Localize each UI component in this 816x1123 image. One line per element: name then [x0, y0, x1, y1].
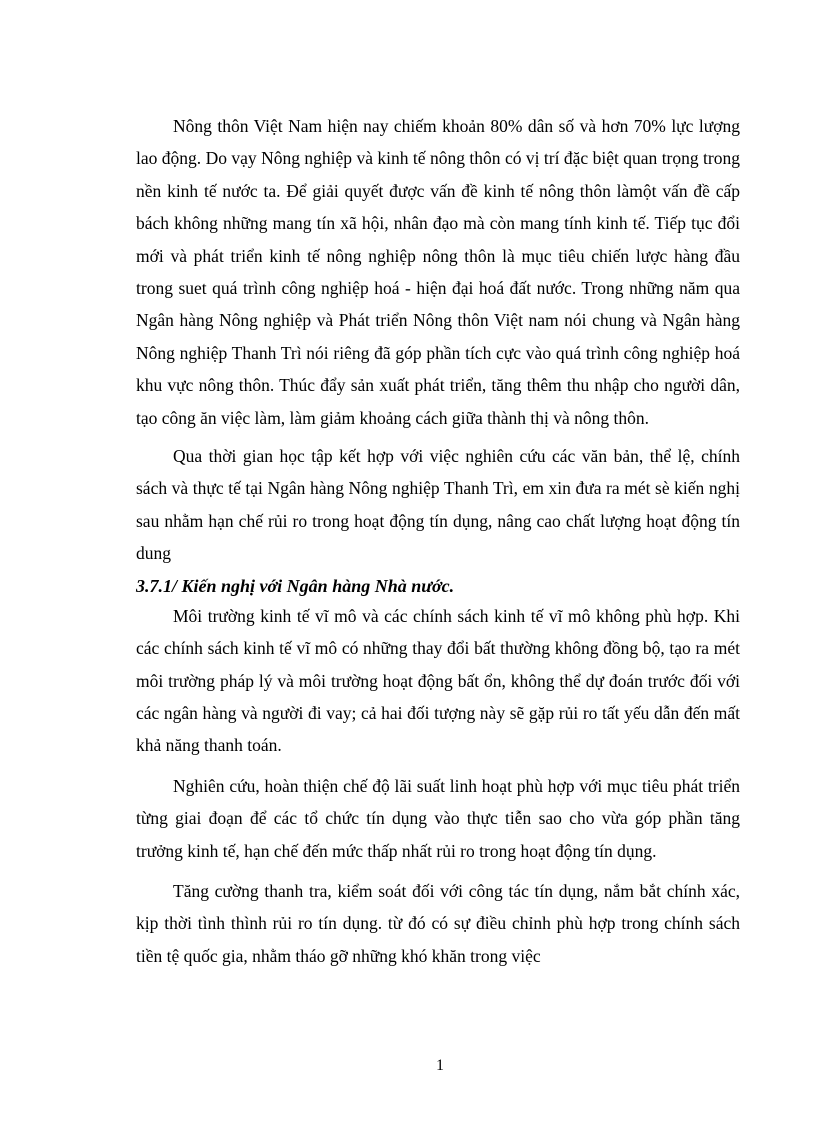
paragraph-macro-environment: Môi trường kinh tế vĩ mô và các chính sách kinh tế vĩ mô không phù hợp. Khi các chính sách kinh tế vĩ mô có những thay đổi bất thường không đồng bộ, tạo ra mét môi trường pháp lý và môi trường hoạt động bất ổn, không thể dự đoán trước đối với các ngân hàng và người đi vay; cả hai đối tượng này sẽ gặp rủi ro tất yếu dẫn đến mất khả năng thanh toán.: [136, 605, 740, 756]
paragraph-interest-rate: Nghiên cứu, hoàn thiện chế độ lãi suất linh hoạt phù hợp với mục tiêu phát triển từng giai đoạn để các tổ chức tín dụng vào thực tiễn sao cho vừa góp phần tăng trưởng kinh tế, hạn chế đến mức thấp nhất rủi ro trong hoạt động tín dụng.: [136, 775, 740, 861]
page-number: 1: [436, 1057, 444, 1074]
section-heading: 3.7.1/ Kiến nghị với Ngân hàng Nhà nước.: [136, 575, 455, 596]
paragraph-intro: Nông thôn Việt Nam hiện nay chiếm khoản 80% dân số và hơn 70% lực lượng lao động. Do vạy Nông nghiệp và kinh tế nông thôn có vị trí đặc biệt quan trọng trong nền kinh tế nước ta. Để giải quyết được vấn đề kinh tế nông thôn làmột vấn đề cấp bách không những mang tín xã hội, nhân đạo mà còn mang tính kinh tế. Tiếp tục đổi mới và phát triển kinh tế nông nghiệp nông thôn là mục tiêu chiến lược hàng đầu trong suet quá trình công nghiệp hoá - hiện đại hoá đất nước. Trong những năm qua Ngân hàng Nông nghiệp và Phát triển Nông thôn Việt nam nói chung và Ngân hàng Nông nghiệp Thanh Trì nói riêng đã góp phần tích cực vào quá trình công nghiệp hoá khu vực nông thôn. Thúc đẩy sản xuất phát triển, tăng thêm thu nhập cho người dân, tạo công ăn việc làm, làm giảm khoảng cách giữa thành thị và nông thôn.: [136, 116, 740, 428]
paragraph-inspection: Tăng cường thanh tra, kiểm soát đối với công tác tín dụng, nắm bắt chính xác, kịp thời tình thình rủi ro tín dụng. từ đó có sự điều chỉnh phù hợp trong chính sách tiền tệ quốc gia, nhằm tháo gỡ những khó khăn trong việc: [136, 880, 740, 966]
document-body: [136, 110, 740, 980]
paragraph-study: Qua thời gian học tập kết hợp với việc nghiên cứu các văn bản, thể lệ, chính sách và thực tế tại Ngân hàng Nông nghiệp Thanh Trì, em xin đưa ra mét sè kiến nghị sau nhằm hạn chế rủi ro trong hoạt động tín dụng, nâng cao chất lượng hoạt động tín dung: [136, 446, 740, 564]
